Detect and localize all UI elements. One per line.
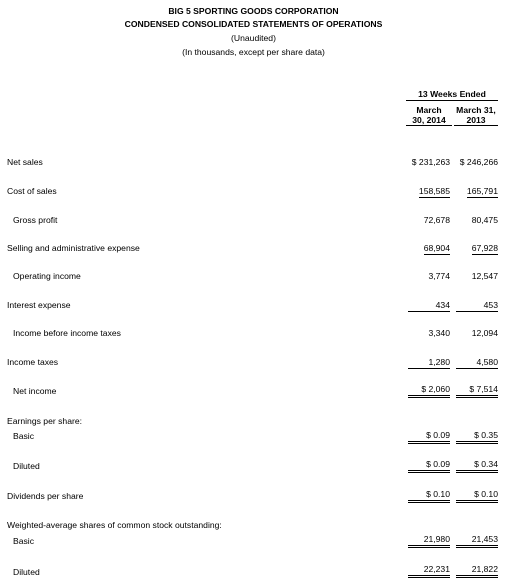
eps-basic-2014: $ 0.09 [408,430,450,444]
shares-diluted-2014: 22,231 [408,564,450,578]
company-name: BIG 5 SPORTING GOODS CORPORATION [168,6,339,16]
income-taxes-2013: 4,580 [456,357,498,369]
income-before-taxes-2014: 3,340 [428,328,450,338]
net-income-2013: $ 7,514 [456,384,498,398]
eps-basic-2013: $ 0.35 [456,430,498,444]
cost-of-sales-2013: 165,791 [466,186,498,196]
interest-expense-2014: 434 [408,300,450,312]
cost-of-sales-2014: 158,585 [418,186,450,196]
unaudited-note: (Unaudited) [231,33,276,43]
col1-header-line2: 30, 2014 [406,115,452,126]
sga-2014: 68,904 [423,243,450,253]
operating-income-2013: 12,547 [471,271,498,281]
statement-title: CONDENSED CONSOLIDATED STATEMENTS OF OPERATIONS [124,19,383,29]
income-taxes-label: Income taxes [7,357,59,367]
income-taxes-2014: 1,280 [408,357,450,369]
sga-2013: 67,928 [471,243,498,253]
shares-heading: Weighted-average shares of common stock outstanding: [7,520,222,530]
eps-heading: Earnings per share: [7,416,82,426]
dividends-label: Dividends per share [7,491,84,501]
operating-income-label: Operating income [13,271,81,281]
shares-diluted-2013: 21,822 [456,564,498,578]
interest-expense-label: Interest expense [7,300,71,310]
net-income-label: Net income [13,386,57,396]
shares-basic-2014: 21,980 [408,534,450,548]
sga-label: Selling and administrative expense [7,243,140,253]
col1-header-line1: March [416,105,442,115]
income-before-taxes-label: Income before income taxes [13,328,121,338]
units-note: (In thousands, except per share data) [182,47,325,57]
shares-basic-label: Basic [13,536,35,546]
eps-basic-label: Basic [13,431,35,441]
interest-expense-2013: 453 [456,300,498,312]
eps-diluted-2014: $ 0.09 [408,459,450,473]
shares-diluted-label: Diluted [13,567,40,577]
gross-profit-2013: 80,475 [471,215,498,225]
dividends-2013: $ 0.10 [456,489,498,503]
dividends-2014: $ 0.10 [408,489,450,503]
eps-diluted-label: Diluted [13,461,40,471]
net-sales-2013: $ 246,266 [459,157,498,167]
period-header: 13 Weeks Ended [406,89,498,101]
eps-diluted-2013: $ 0.34 [456,459,498,473]
operating-income-2014: 3,774 [428,271,450,281]
income-before-taxes-2013: 12,094 [471,328,498,338]
cost-of-sales-label: Cost of sales [7,186,57,196]
net-income-2014: $ 2,060 [408,384,450,398]
shares-basic-2013: 21,453 [456,534,498,548]
col2-header-line2: 2013 [454,115,498,126]
gross-profit-2014: 72,678 [423,215,450,225]
gross-profit-label: Gross profit [13,215,58,225]
net-sales-2014: $ 231,263 [411,157,450,167]
col2-header-line1: March 31, [456,105,496,115]
net-sales-label: Net sales [7,157,43,167]
